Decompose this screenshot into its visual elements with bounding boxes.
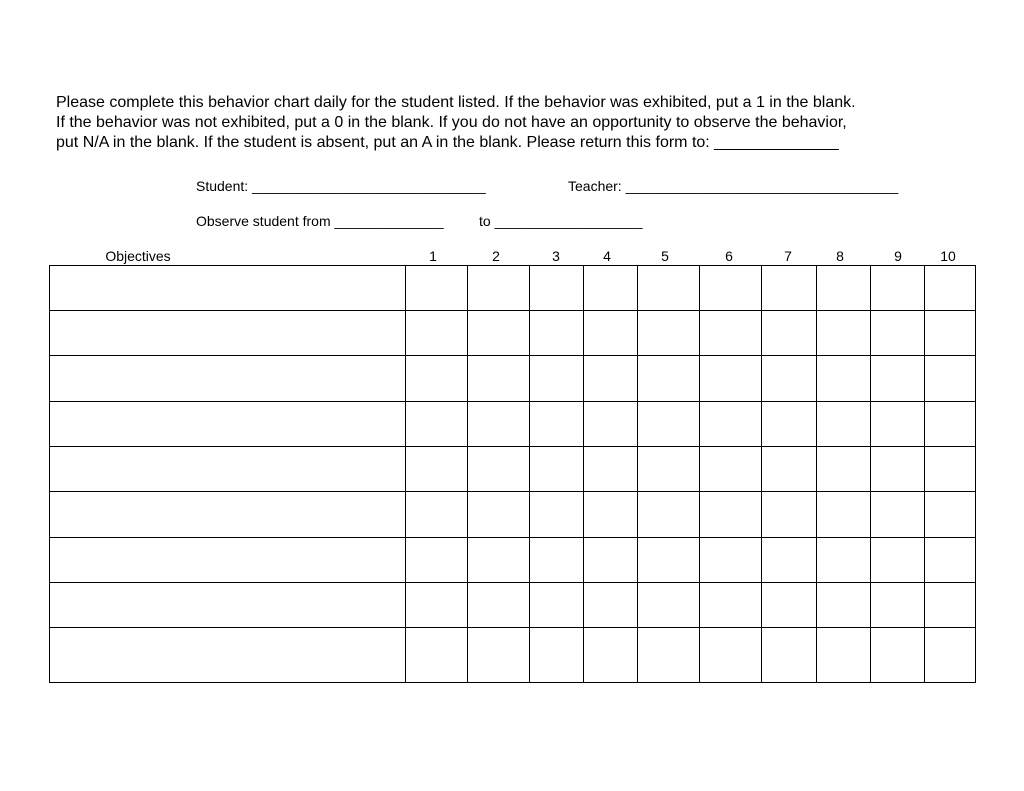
- day-cell[interactable]: [530, 583, 584, 628]
- day-cell[interactable]: [638, 447, 700, 492]
- day-cell[interactable]: [700, 583, 762, 628]
- day-header-1: 1: [429, 248, 437, 264]
- day-cell[interactable]: [584, 311, 638, 356]
- objective-cell[interactable]: [50, 266, 406, 311]
- day-cell[interactable]: [406, 311, 468, 356]
- day-cell[interactable]: [468, 447, 530, 492]
- day-cell[interactable]: [468, 628, 530, 683]
- day-cell[interactable]: [530, 402, 584, 447]
- day-cell[interactable]: [817, 402, 871, 447]
- day-cell[interactable]: [530, 538, 584, 583]
- day-cell[interactable]: [406, 266, 468, 311]
- day-cell[interactable]: [468, 583, 530, 628]
- day-header-9: 9: [894, 248, 902, 264]
- day-cell[interactable]: [700, 628, 762, 683]
- day-cell[interactable]: [700, 402, 762, 447]
- day-cell[interactable]: [762, 538, 817, 583]
- instructions-line-3: put N/A in the blank. If the student is absent, put an A in the blank. Please return this form to: ______________: [56, 134, 839, 151]
- day-cell[interactable]: [871, 356, 925, 402]
- day-cell[interactable]: [584, 447, 638, 492]
- day-cell[interactable]: [817, 356, 871, 402]
- objective-cell[interactable]: [50, 447, 406, 492]
- day-cell[interactable]: [762, 311, 817, 356]
- objective-cell[interactable]: [50, 402, 406, 447]
- day-cell[interactable]: [871, 266, 925, 311]
- day-cell[interactable]: [817, 266, 871, 311]
- day-cell[interactable]: [871, 447, 925, 492]
- day-cell[interactable]: [762, 356, 817, 402]
- day-header-10: 10: [940, 248, 956, 264]
- day-cell[interactable]: [817, 311, 871, 356]
- day-cell[interactable]: [871, 538, 925, 583]
- day-cell[interactable]: [530, 311, 584, 356]
- day-cell[interactable]: [817, 628, 871, 683]
- day-cell[interactable]: [406, 402, 468, 447]
- day-cell[interactable]: [406, 583, 468, 628]
- teacher-field[interactable]: Teacher: ___________________________________: [568, 178, 899, 194]
- day-cell[interactable]: [530, 266, 584, 311]
- day-cell[interactable]: [530, 628, 584, 683]
- observe-to-field[interactable]: to ___________________: [479, 213, 643, 229]
- day-cell[interactable]: [817, 583, 871, 628]
- day-cell[interactable]: [638, 538, 700, 583]
- day-cell[interactable]: [584, 402, 638, 447]
- day-cell[interactable]: [762, 492, 817, 538]
- day-cell[interactable]: [925, 356, 976, 402]
- day-cell[interactable]: [700, 266, 762, 311]
- day-cell[interactable]: [406, 447, 468, 492]
- day-cell[interactable]: [584, 266, 638, 311]
- day-cell[interactable]: [406, 628, 468, 683]
- day-header-8: 8: [836, 248, 844, 264]
- day-cell[interactable]: [925, 447, 976, 492]
- day-cell[interactable]: [762, 583, 817, 628]
- day-cell[interactable]: [700, 311, 762, 356]
- day-cell[interactable]: [925, 266, 976, 311]
- day-header-7: 7: [784, 248, 792, 264]
- day-cell[interactable]: [584, 492, 638, 538]
- day-cell[interactable]: [817, 538, 871, 583]
- day-cell[interactable]: [638, 402, 700, 447]
- day-cell[interactable]: [700, 492, 762, 538]
- day-cell[interactable]: [700, 356, 762, 402]
- instructions-line-2: If the behavior was not exhibited, put a 0 in the blank. If you do not have an opportunity to observe the behavior,: [56, 114, 847, 131]
- day-cell[interactable]: [468, 538, 530, 583]
- day-cell[interactable]: [530, 447, 584, 492]
- day-cell[interactable]: [871, 583, 925, 628]
- day-cell[interactable]: [700, 447, 762, 492]
- objective-cell[interactable]: [50, 492, 406, 538]
- day-cell[interactable]: [762, 266, 817, 311]
- day-cell[interactable]: [925, 538, 976, 583]
- instructions-line-1: Please complete this behavior chart daily for the student listed. If the behavior was exhibited, put a 1 in the blank.: [56, 94, 856, 111]
- day-cell[interactable]: [468, 311, 530, 356]
- day-cell[interactable]: [762, 447, 817, 492]
- observe-from-field[interactable]: Observe student from ______________: [196, 213, 444, 229]
- day-cell[interactable]: [468, 402, 530, 447]
- day-cell[interactable]: [584, 356, 638, 402]
- day-cell[interactable]: [638, 583, 700, 628]
- day-cell[interactable]: [468, 266, 530, 311]
- day-cell[interactable]: [925, 583, 976, 628]
- day-cell[interactable]: [468, 356, 530, 402]
- day-cell[interactable]: [530, 356, 584, 402]
- objectives-header: Objectives: [105, 248, 171, 264]
- day-cell[interactable]: [871, 402, 925, 447]
- objective-cell[interactable]: [50, 311, 406, 356]
- day-cell[interactable]: [871, 628, 925, 683]
- day-cell[interactable]: [584, 583, 638, 628]
- day-cell[interactable]: [817, 447, 871, 492]
- day-cell[interactable]: [406, 492, 468, 538]
- day-cell[interactable]: [925, 311, 976, 356]
- day-cell[interactable]: [638, 356, 700, 402]
- day-header-2: 2: [492, 248, 500, 264]
- day-cell[interactable]: [762, 628, 817, 683]
- objective-cell[interactable]: [50, 538, 406, 583]
- day-header-3: 3: [552, 248, 560, 264]
- day-header-4: 4: [603, 248, 611, 264]
- day-cell[interactable]: [406, 538, 468, 583]
- objective-cell[interactable]: [50, 356, 406, 402]
- day-cell[interactable]: [871, 311, 925, 356]
- day-cell[interactable]: [638, 628, 700, 683]
- day-cell[interactable]: [925, 628, 976, 683]
- day-cell[interactable]: [925, 402, 976, 447]
- student-field[interactable]: Student: ______________________________: [196, 178, 486, 194]
- day-cell[interactable]: [638, 266, 700, 311]
- day-cell[interactable]: [530, 492, 584, 538]
- day-cell[interactable]: [871, 492, 925, 538]
- objective-cell[interactable]: [50, 628, 406, 683]
- day-cell[interactable]: [468, 492, 530, 538]
- day-cell[interactable]: [584, 538, 638, 583]
- day-cell[interactable]: [925, 492, 976, 538]
- day-header-5: 5: [661, 248, 669, 264]
- day-cell[interactable]: [700, 538, 762, 583]
- day-cell[interactable]: [817, 492, 871, 538]
- day-cell[interactable]: [638, 311, 700, 356]
- day-cell[interactable]: [406, 356, 468, 402]
- day-cell[interactable]: [584, 628, 638, 683]
- day-header-6: 6: [725, 248, 733, 264]
- day-cell[interactable]: [638, 492, 700, 538]
- objective-cell[interactable]: [50, 583, 406, 628]
- day-cell[interactable]: [762, 402, 817, 447]
